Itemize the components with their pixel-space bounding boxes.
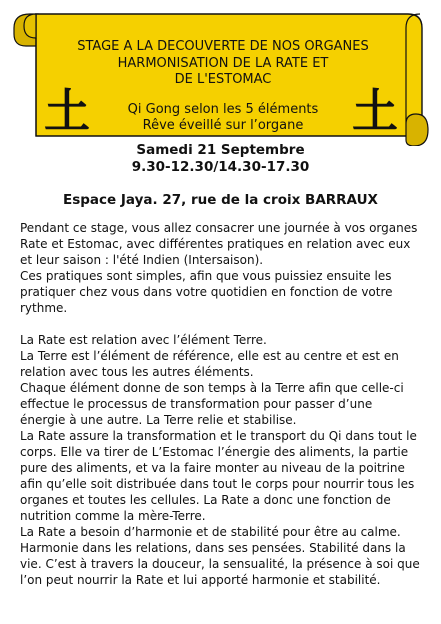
event-venue: Espace Jaya. 27, rue de la croix BARRAUX: [63, 192, 378, 208]
event-date: [0, 142, 441, 176]
banner-title-line-2: HARMONISATION DE LA RATE ET: [117, 55, 329, 71]
paragraph-5: Chaque élément donne de son temps à la Terre afin que celle-ci effectue le processus de transformation pour passer d’une énergie à une autre. La Terre relie et stabilise.: [20, 381, 404, 427]
paragraph-4: La Terre est l’élément de référence, elle est au centre et est en relation avec tous les autres éléments.: [20, 349, 399, 379]
banner-subtitle-line-2: Rêve éveillé sur l’organe: [142, 118, 304, 133]
event-day: Samedi 21 Septembre: [136, 142, 305, 158]
description-body: [20, 220, 420, 588]
event-hours: 9.30-12.30/14.30-17.30: [131, 159, 310, 175]
banner-title-line-3: DE L'ESTOMAC: [174, 72, 272, 87]
scroll-banner: [8, 6, 434, 146]
banner-title-line-1: STAGE A LA DECOUVERTE DE NOS ORGANES: [77, 39, 369, 54]
paragraph-2: Ces pratiques sont simples, afin que vous puissiez ensuite les pratiquer chez vous dans votre quotidien en fonction de votre rythme.: [20, 269, 393, 315]
earth-glyph-left: 土: [44, 84, 90, 138]
paragraph-1: Pendant ce stage, vous allez consacrer une journée à vos organes Rate et Estomac, avec différentes pratiques en relation avec eux et leur saison : l'été Indien (Intersaison).: [20, 221, 418, 267]
paragraph-3: La Rate est relation avec l’élément Terre.: [20, 333, 267, 347]
banner-subtitle-line-1: Qi Gong selon les 5 éléments: [127, 101, 319, 117]
paragraph-7: La Rate a besoin d’harmonie et de stabilité pour être au calme. Harmonie dans les relations, dans ses pensées. Stabilité dans la vie. C’est à travers la douceur, la sensualité, la présence à soi que l’on peut nourrir la Rate et lui apporté harmonie et stabilité.: [20, 525, 420, 587]
earth-glyph-right: 土: [352, 84, 398, 138]
banner-text: [68, 39, 378, 135]
paragraph-6: La Rate assure la transformation et le transport du Qi dans tout le corps. Elle va tirer de L’Estomac l’énergie des aliments, la partie pure des aliments, et va la faire monter au niveau de la poitrine afin qu’elle soit distribuée dans tout le corps pour nourrir tous les organes et toutes les cellules. La Rate a donc une fonction de nutrition comme la mère-Terre.: [20, 429, 417, 523]
